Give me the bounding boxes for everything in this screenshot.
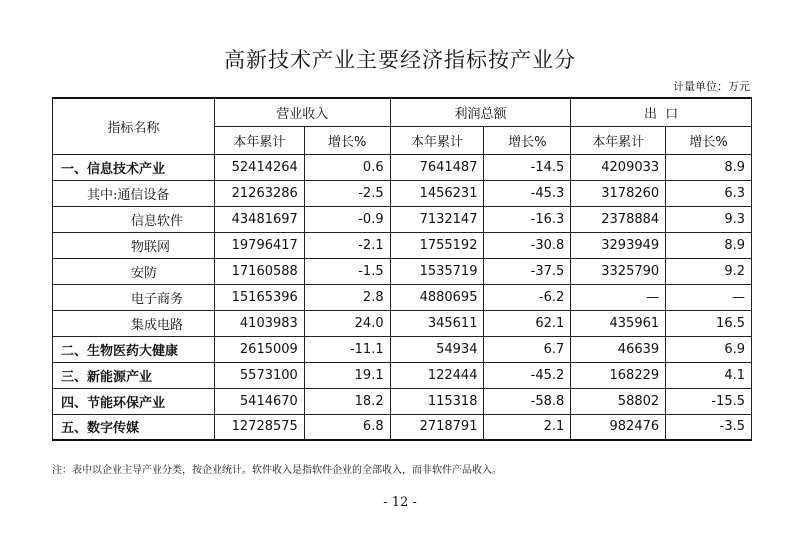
export-cumulative: 3325790	[571, 258, 666, 284]
profit-growth: -45.2	[484, 362, 571, 388]
profit-growth: -14.5	[484, 154, 571, 180]
revenue-cumulative: 15165396	[214, 284, 304, 310]
profit-growth: -6.2	[484, 284, 571, 310]
header-revenue: 营业收入	[214, 98, 390, 126]
export-cumulative: 3293949	[571, 232, 666, 258]
export-cumulative: 4209033	[571, 154, 666, 180]
table-row	[53, 310, 752, 336]
revenue-growth: 18.2	[304, 388, 390, 414]
header-revenue-growth: 增长%	[304, 126, 390, 154]
profit-cumulative: 7132147	[390, 206, 484, 232]
export-cumulative: 46639	[571, 336, 666, 362]
table-row	[53, 388, 752, 414]
profit-growth: -37.5	[484, 258, 571, 284]
profit-growth: -58.8	[484, 388, 571, 414]
export-cumulative: 168229	[571, 362, 666, 388]
export-growth: 9.3	[666, 206, 752, 232]
profit-growth: 6.7	[484, 336, 571, 362]
revenue-cumulative: 52414264	[214, 154, 304, 180]
row-name: 其中:通信设备	[53, 180, 215, 206]
revenue-cumulative: 4103983	[214, 310, 304, 336]
profit-cumulative: 345611	[390, 310, 484, 336]
export-growth: -3.5	[666, 414, 752, 440]
header-profit-growth: 增长%	[484, 126, 571, 154]
export-cumulative: 982476	[571, 414, 666, 440]
table-row	[53, 414, 752, 440]
row-name: 二、生物医药大健康	[53, 336, 215, 362]
footnote: 注：表中以企业主导产业分类，按企业统计。软件收入是指软件企业的全部收入，而非软件产品收入。	[52, 465, 502, 476]
export-growth: 4.1	[666, 362, 752, 388]
table-row	[53, 154, 752, 180]
data-table	[52, 97, 752, 441]
profit-cumulative: 122444	[390, 362, 484, 388]
row-name: 电子商务	[53, 284, 215, 310]
export-growth: 6.3	[666, 180, 752, 206]
table-row	[53, 362, 752, 388]
export-cumulative: 435961	[571, 310, 666, 336]
revenue-cumulative: 43481697	[214, 206, 304, 232]
row-name: 安防	[53, 258, 215, 284]
profit-cumulative: 115318	[390, 388, 484, 414]
revenue-growth: 24.0	[304, 310, 390, 336]
profit-cumulative: 4880695	[390, 284, 484, 310]
header-indicator-name: 指标名称	[53, 98, 215, 154]
profit-cumulative: 1535719	[390, 258, 484, 284]
revenue-cumulative: 17160588	[214, 258, 304, 284]
profit-cumulative: 1755192	[390, 232, 484, 258]
revenue-cumulative: 5414670	[214, 388, 304, 414]
revenue-growth: 0.6	[304, 154, 390, 180]
profit-growth: -45.3	[484, 180, 571, 206]
revenue-cumulative: 2615009	[214, 336, 304, 362]
profit-cumulative: 7641487	[390, 154, 484, 180]
row-name: 五、数字传媒	[53, 414, 215, 440]
page-title: 高新技术产业主要经济指标按产业分	[224, 48, 576, 72]
page-number: - 12 -	[383, 495, 417, 510]
revenue-growth: -2.1	[304, 232, 390, 258]
export-growth: 8.9	[666, 232, 752, 258]
revenue-cumulative: 21263286	[214, 180, 304, 206]
table-row	[53, 284, 752, 310]
table-row	[53, 258, 752, 284]
row-name: 信息软件	[53, 206, 215, 232]
export-growth: 9.2	[666, 258, 752, 284]
header-profit-cumulative: 本年累计	[390, 126, 484, 154]
profit-growth: -30.8	[484, 232, 571, 258]
row-name: 四、节能环保产业	[53, 388, 215, 414]
export-cumulative: 2378884	[571, 206, 666, 232]
header-export: 出 口	[571, 98, 752, 126]
profit-cumulative: 1456231	[390, 180, 484, 206]
row-name: 三、新能源产业	[53, 362, 215, 388]
export-growth: -15.5	[666, 388, 752, 414]
revenue-cumulative: 19796417	[214, 232, 304, 258]
header-profit: 利润总额	[390, 98, 571, 126]
revenue-growth: -2.5	[304, 180, 390, 206]
table-row	[53, 336, 752, 362]
revenue-cumulative: 12728575	[214, 414, 304, 440]
revenue-growth: -0.9	[304, 206, 390, 232]
export-cumulative: —	[571, 284, 666, 310]
profit-cumulative: 54934	[390, 336, 484, 362]
table-row	[53, 206, 752, 232]
export-cumulative: 3178260	[571, 180, 666, 206]
profit-growth: -16.3	[484, 206, 571, 232]
table-row	[53, 232, 752, 258]
revenue-growth: 6.8	[304, 414, 390, 440]
header-row-top	[53, 98, 752, 126]
profit-growth: 62.1	[484, 310, 571, 336]
row-name: 一、信息技术产业	[53, 154, 215, 180]
revenue-growth: 19.1	[304, 362, 390, 388]
revenue-growth: 2.8	[304, 284, 390, 310]
profit-cumulative: 2718791	[390, 414, 484, 440]
export-growth: 8.9	[666, 154, 752, 180]
row-name: 集成电路	[53, 310, 215, 336]
export-growth: 6.9	[666, 336, 752, 362]
table-row	[53, 180, 752, 206]
unit-label: 计量单位：万元	[673, 80, 750, 93]
profit-growth: 2.1	[484, 414, 571, 440]
header-revenue-cumulative: 本年累计	[214, 126, 304, 154]
export-growth: 16.5	[666, 310, 752, 336]
export-growth: —	[666, 284, 752, 310]
row-name: 物联网	[53, 232, 215, 258]
revenue-growth: -11.1	[304, 336, 390, 362]
revenue-growth: -1.5	[304, 258, 390, 284]
revenue-cumulative: 5573100	[214, 362, 304, 388]
header-export-growth: 增长%	[666, 126, 752, 154]
export-cumulative: 58802	[571, 388, 666, 414]
header-export-cumulative: 本年累计	[571, 126, 666, 154]
